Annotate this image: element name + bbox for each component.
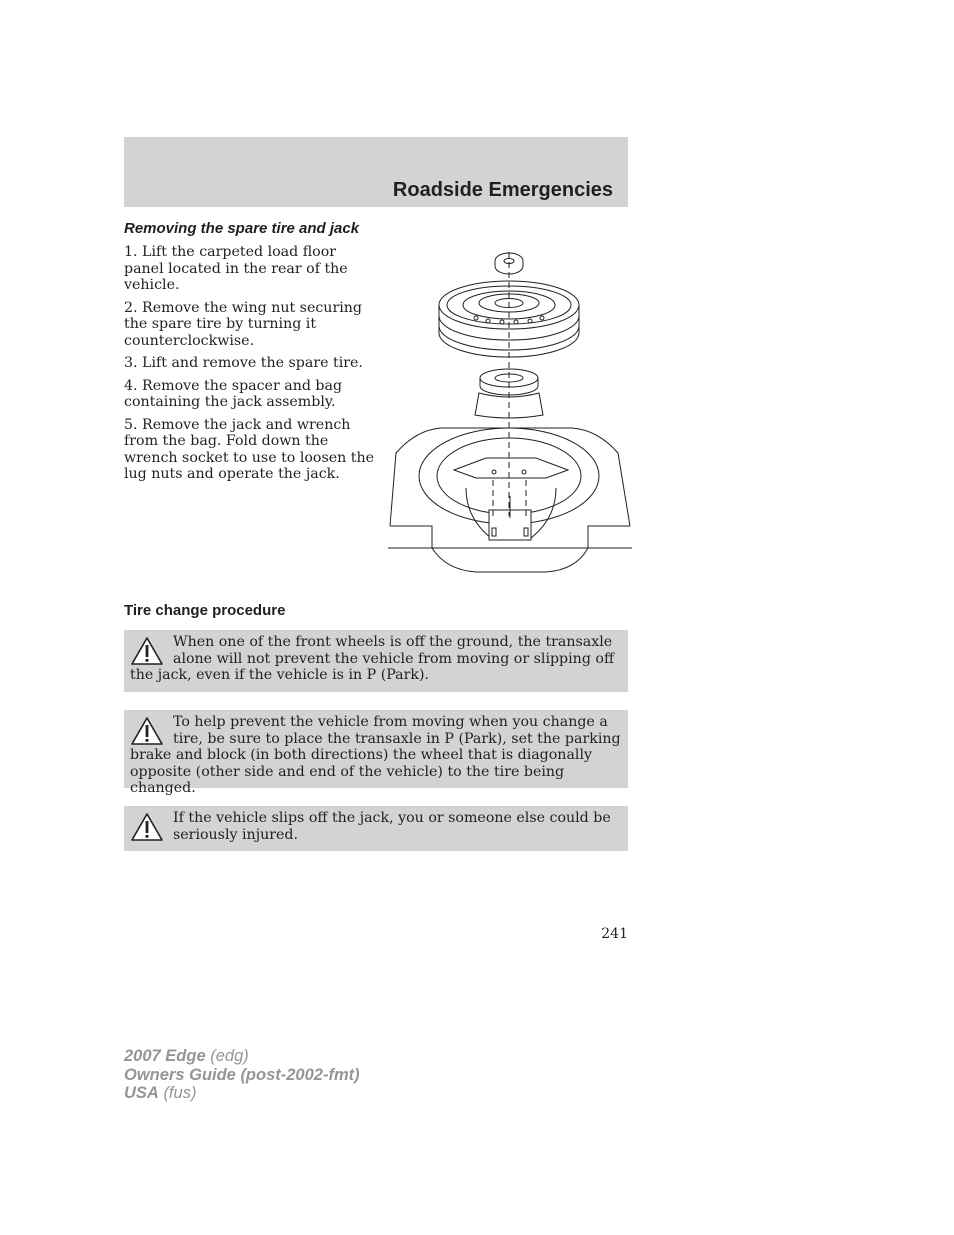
warning-triangle-icon: [130, 716, 164, 746]
step-item: 2. Remove the wing nut securing the spare tire by turning it counterclockwise.: [124, 299, 362, 349]
section-heading-spare-tire: Removing the spare tire and jack: [124, 220, 360, 237]
footer-model: 2007 Edge: [124, 1047, 206, 1065]
footer-line: [124, 1066, 360, 1085]
footer-line: [124, 1047, 360, 1066]
spare-tire-illustration: [386, 248, 634, 574]
section-heading-tire-change: Tire change procedure: [124, 602, 286, 619]
warning-box: [124, 710, 628, 796]
warning-text: When one of the front wheels is off the ground, the transaxle alone will not prevent the vehicle from moving or slipping off the jack, even if the vehicle is in P (Park).: [130, 634, 615, 683]
step-item: 4. Remove the spacer and bag containing the jack assembly.: [124, 377, 343, 410]
footer-model-code: (edg): [210, 1047, 249, 1065]
warning-text: To help prevent the vehicle from moving when you change a tire, be sure to place the transaxle in P (Park), set the parking brake and block (in both directions) the wheel that is diagonally opposite (other side and end of the vehicle) to the tire being changed.: [130, 714, 621, 796]
step-item: 5. Remove the jack and wrench from the bag. Fold down the wrench socket to use to loosen the lug nuts and operate the jack.: [124, 416, 375, 482]
footer-line: [124, 1084, 360, 1103]
step-item: 3. Lift and remove the spare tire.: [124, 355, 363, 371]
warning-box: [124, 806, 628, 851]
warning-triangle-icon: [130, 636, 164, 666]
warning-text: If the vehicle slips off the jack, you or someone else could be seriously injured.: [173, 810, 611, 843]
header-band: [124, 137, 628, 207]
warning-box: [124, 630, 628, 692]
cargo-well-icon: [388, 428, 632, 572]
footer-guide: Owners Guide (post-2002-fmt): [124, 1065, 360, 1084]
footer-market-code: (fus): [163, 1084, 197, 1102]
page-number: 241: [601, 926, 628, 942]
footer: [124, 1047, 360, 1103]
spare-tire-steps: [124, 244, 380, 489]
step-item: 1. Lift the carpeted load floor panel located in the rear of the vehicle.: [124, 244, 348, 293]
warning-triangle-icon: [130, 812, 164, 842]
chapter-title: Roadside Emergencies: [392, 179, 613, 201]
footer-market: USA: [124, 1084, 159, 1102]
